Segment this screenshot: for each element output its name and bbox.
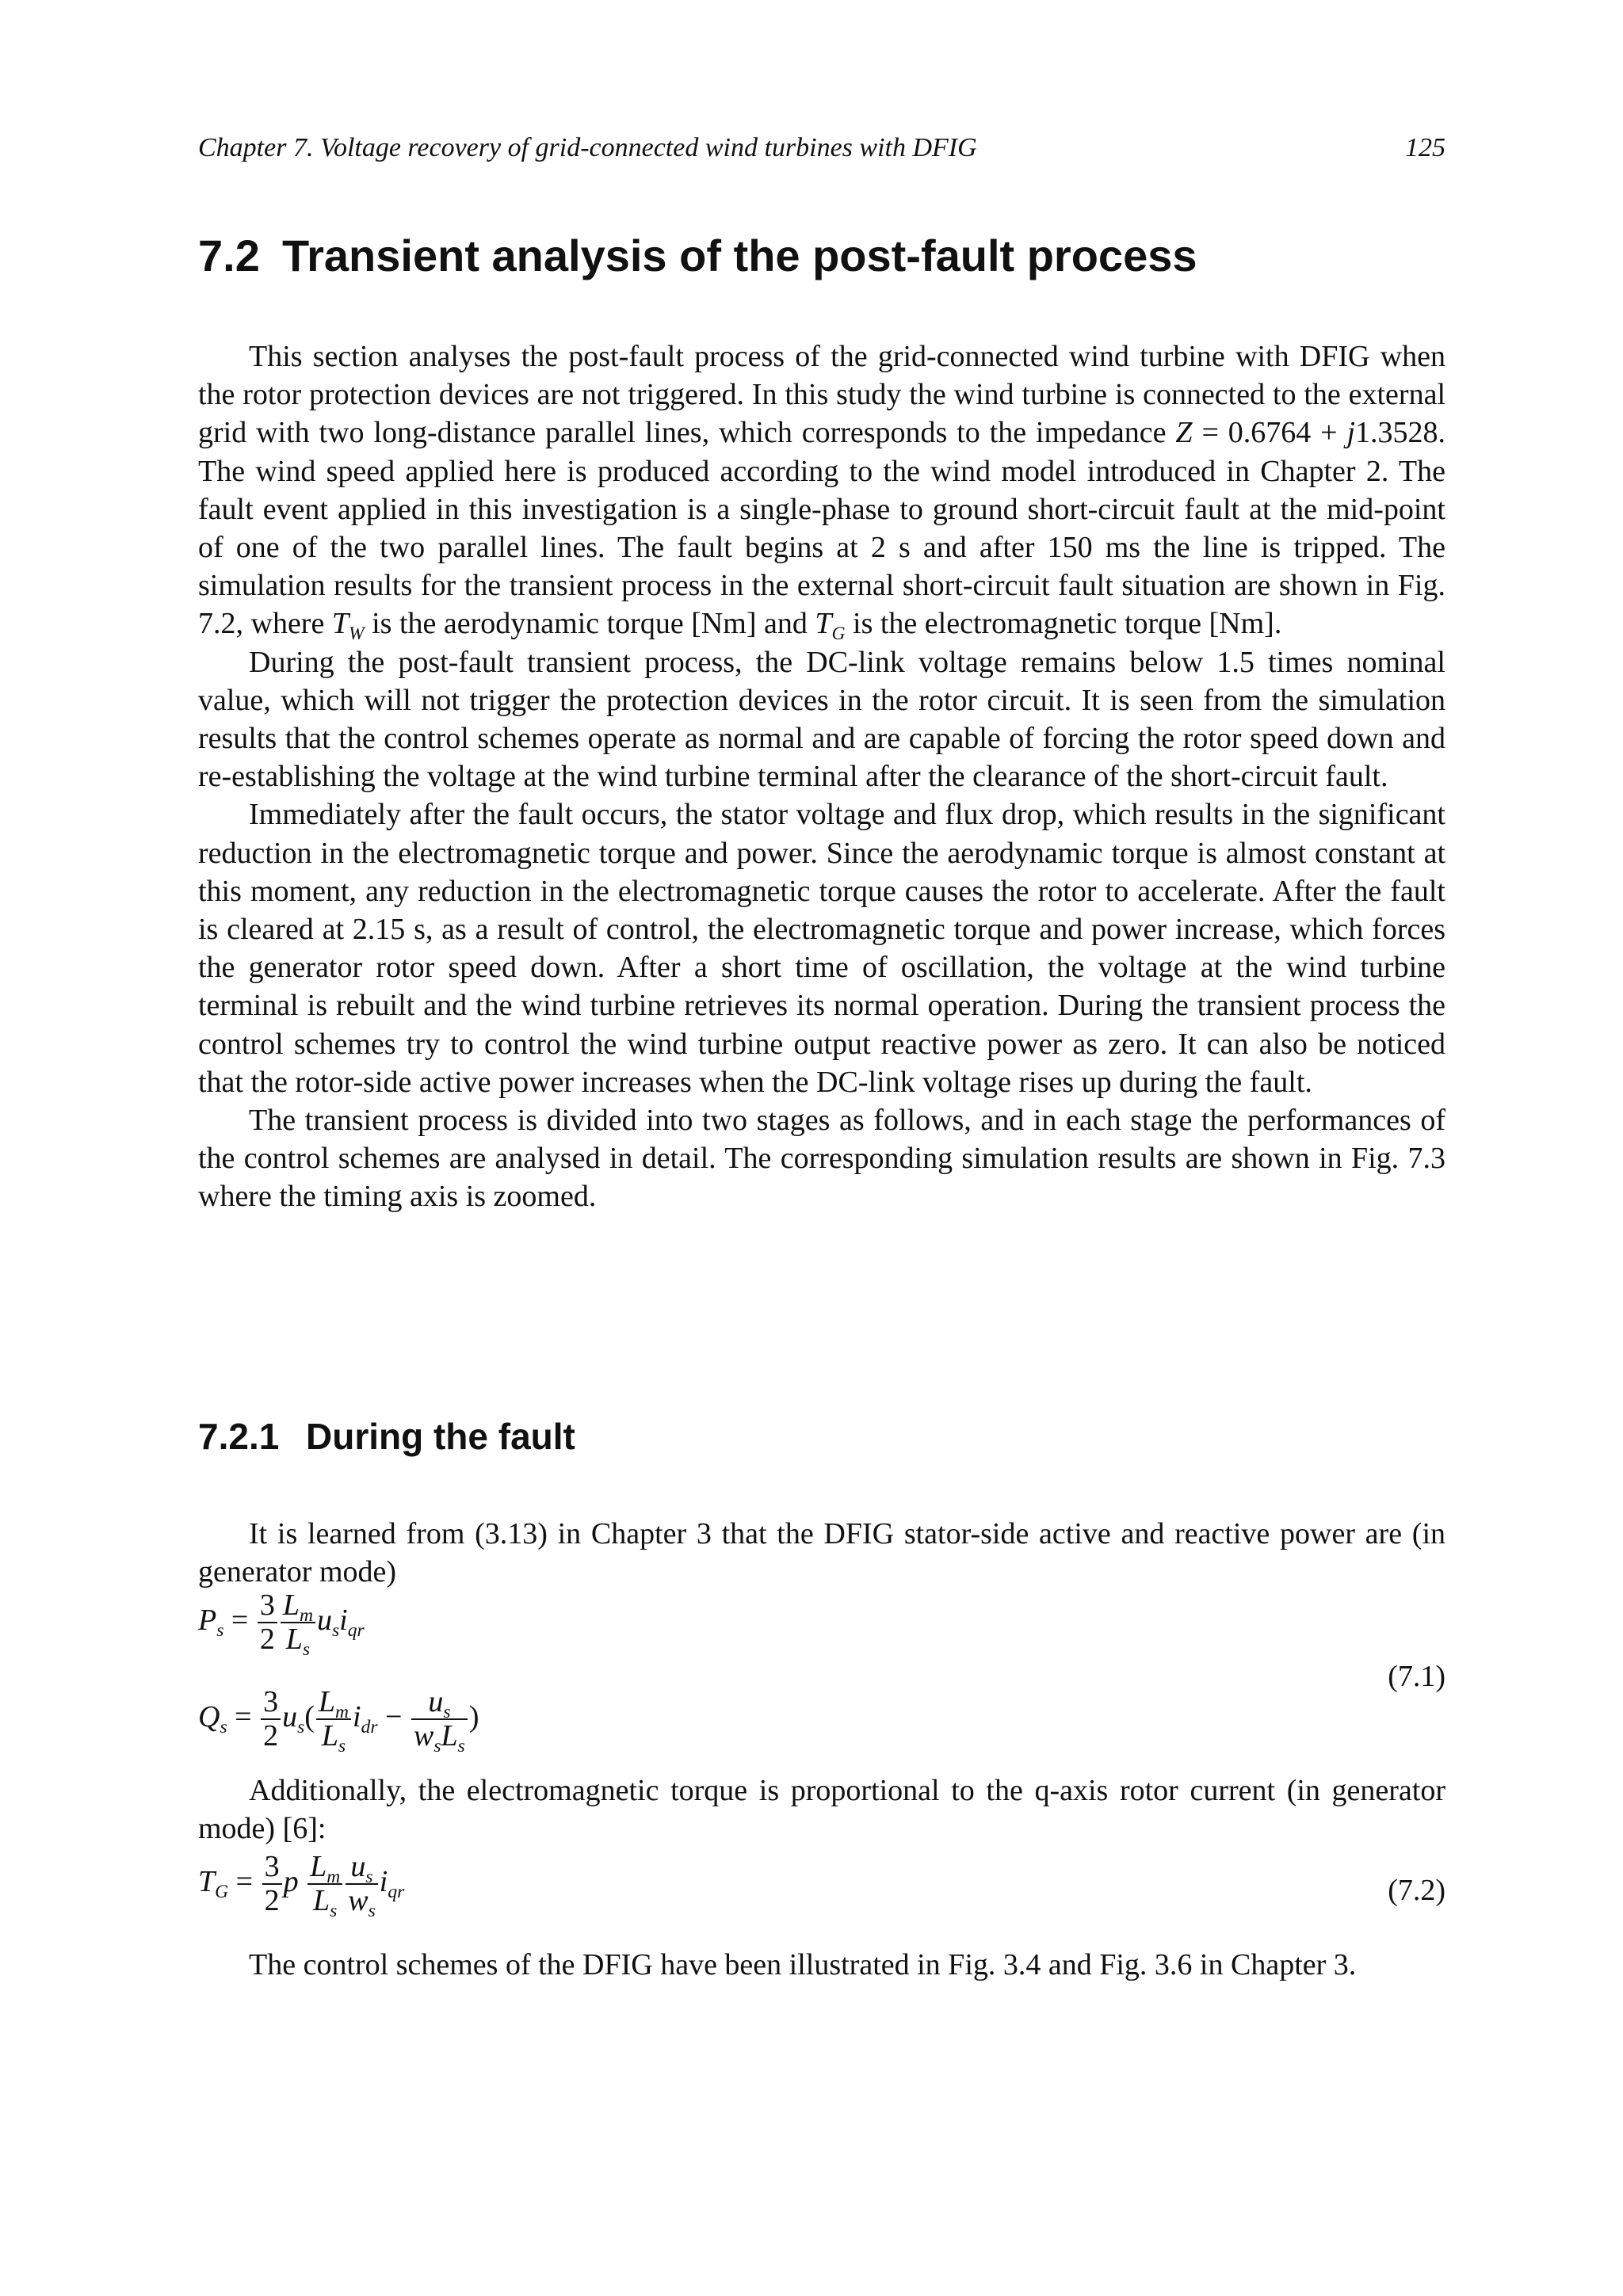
- section-body: [198, 338, 1445, 1216]
- equation-number: (7.2): [1388, 1874, 1445, 1907]
- reactive-power-formula: $Q_s$ = $\frac{3}{2}$ $u_s$( $\frac{L_m}{L_s}$ $i_{dr}$ − $\frac{u_s}{w_sL_s}$ ): [198, 1685, 479, 1757]
- section-title: Transient analysis of the post-fault process: [282, 231, 1197, 280]
- paragraph: Additionally, the electromagnetic torque is proportional to the q-axis rotor current (in generator mode) [6]:: [198, 1774, 1445, 1846]
- active-power-formula: $P_s$ = $\frac{3}{2}$ $\frac{L_m}{L_s}$ $u_si_{qr}$: [198, 1589, 365, 1661]
- paragraph-block: [198, 1772, 1445, 1848]
- paragraph: It is learned from (3.13) in Chapter 3 that the DFIG stator-side active and reactive power are (in generator mode): [198, 1517, 1445, 1589]
- equation-number: (7.1): [1388, 1660, 1445, 1693]
- book-page: [198, 0, 1445, 2296]
- electromagnetic-torque-formula: $T_G$ = $\frac{3}{2}$ p $\frac{L_m}{L_s}$ $\frac{u_s}{w_s}$ $i_{qr}$: [198, 1850, 405, 1922]
- section-heading: [198, 230, 1197, 281]
- impedance-math: Z = 0.6764 + j1.3528: [1175, 416, 1438, 450]
- equation-7-2: [198, 1851, 1445, 1938]
- aerodynamic-torque-symbol: $T_W$: [331, 607, 365, 645]
- subsection-heading: [198, 1415, 575, 1458]
- page-number: 125: [1405, 133, 1445, 162]
- paragraph: During the post-fault transient process, the DC-link voltage remains below 1.5 times nominal value, which will not trigger the protection devices in the rotor circuit. It is seen from the simulation results that the control schemes operate as normal and are capable of forcing the rotor speed down and re-establishing the voltage at the wind turbine terminal after the clearance of the short-circuit fault.: [198, 645, 1445, 794]
- paragraph: Immediately after the fault occurs, the stator voltage and flux drop, which results in the significant reduction in the electromagnetic torque and power. Since the aerodynamic torque is almost constant at this moment, any reduction in the electromagnetic torque causes the rotor to accelerate. After the fault is cleared at 2.15 s, as a result of control, the electromagnetic torque and power increase, which forces the generator rotor speed down. After a short time of oscillation, the voltage at the wind turbine terminal is rebuilt and the wind turbine retrieves its normal operation. During the transient process the control schemes try to control the wind turbine output reactive power as zero. It can also be noticed that the rotor-side active power increases when the DC-link voltage rises up during the fault.: [198, 798, 1445, 1099]
- equation-7-1: [198, 1589, 1445, 1768]
- chapter-title: Chapter 7. Voltage recovery of grid-connected wind turbines with DFIG: [198, 133, 977, 162]
- paragraph: The control schemes of the DFIG have been illustrated in Fig. 3.4 and Fig. 3.6 in Chapter 3.: [249, 1948, 1357, 1981]
- subsection-number: 7.2.1: [198, 1416, 280, 1457]
- paragraph-block: [198, 1946, 1445, 1984]
- subsection-body: [198, 1515, 1445, 1591]
- section-number: 7.2: [198, 231, 260, 280]
- running-header: [198, 133, 1445, 173]
- electromagnetic-torque-symbol: $T_G$: [815, 607, 846, 645]
- subsection-title: During the fault: [306, 1416, 575, 1457]
- paragraph: The transient process is divided into two stages as follows, and in each stage the performances of the control schemes are analysed in detail. The corresponding simulation results are shown in Fig. 7.3 where the timing axis is zoomed.: [198, 1104, 1445, 1214]
- paragraph: This section analyses the post-fault process of the grid-connected wind turbine with DFIG when the rotor protection devices are not triggered. In this study the wind turbine is connected to the external grid with two long-distance parallel lines, which corresponds to the impedance Z = 0.6764 + j1.3528. The wind speed applied here is produced according to the wind model introduced in Chapter 2. The fault event applied in this investigation is a single-phase to ground short-circuit fault at the mid-point of one of the two parallel lines. The fault begins at 2 s and after 150 ms the line is tripped. The simulation results for the transient process in the external short-circuit fault situation are shown in Fig. 7.2, where $T_W$ is the aerodynamic torque [Nm] and $T_G$ is the electromagnetic torque [Nm].: [198, 340, 1446, 645]
